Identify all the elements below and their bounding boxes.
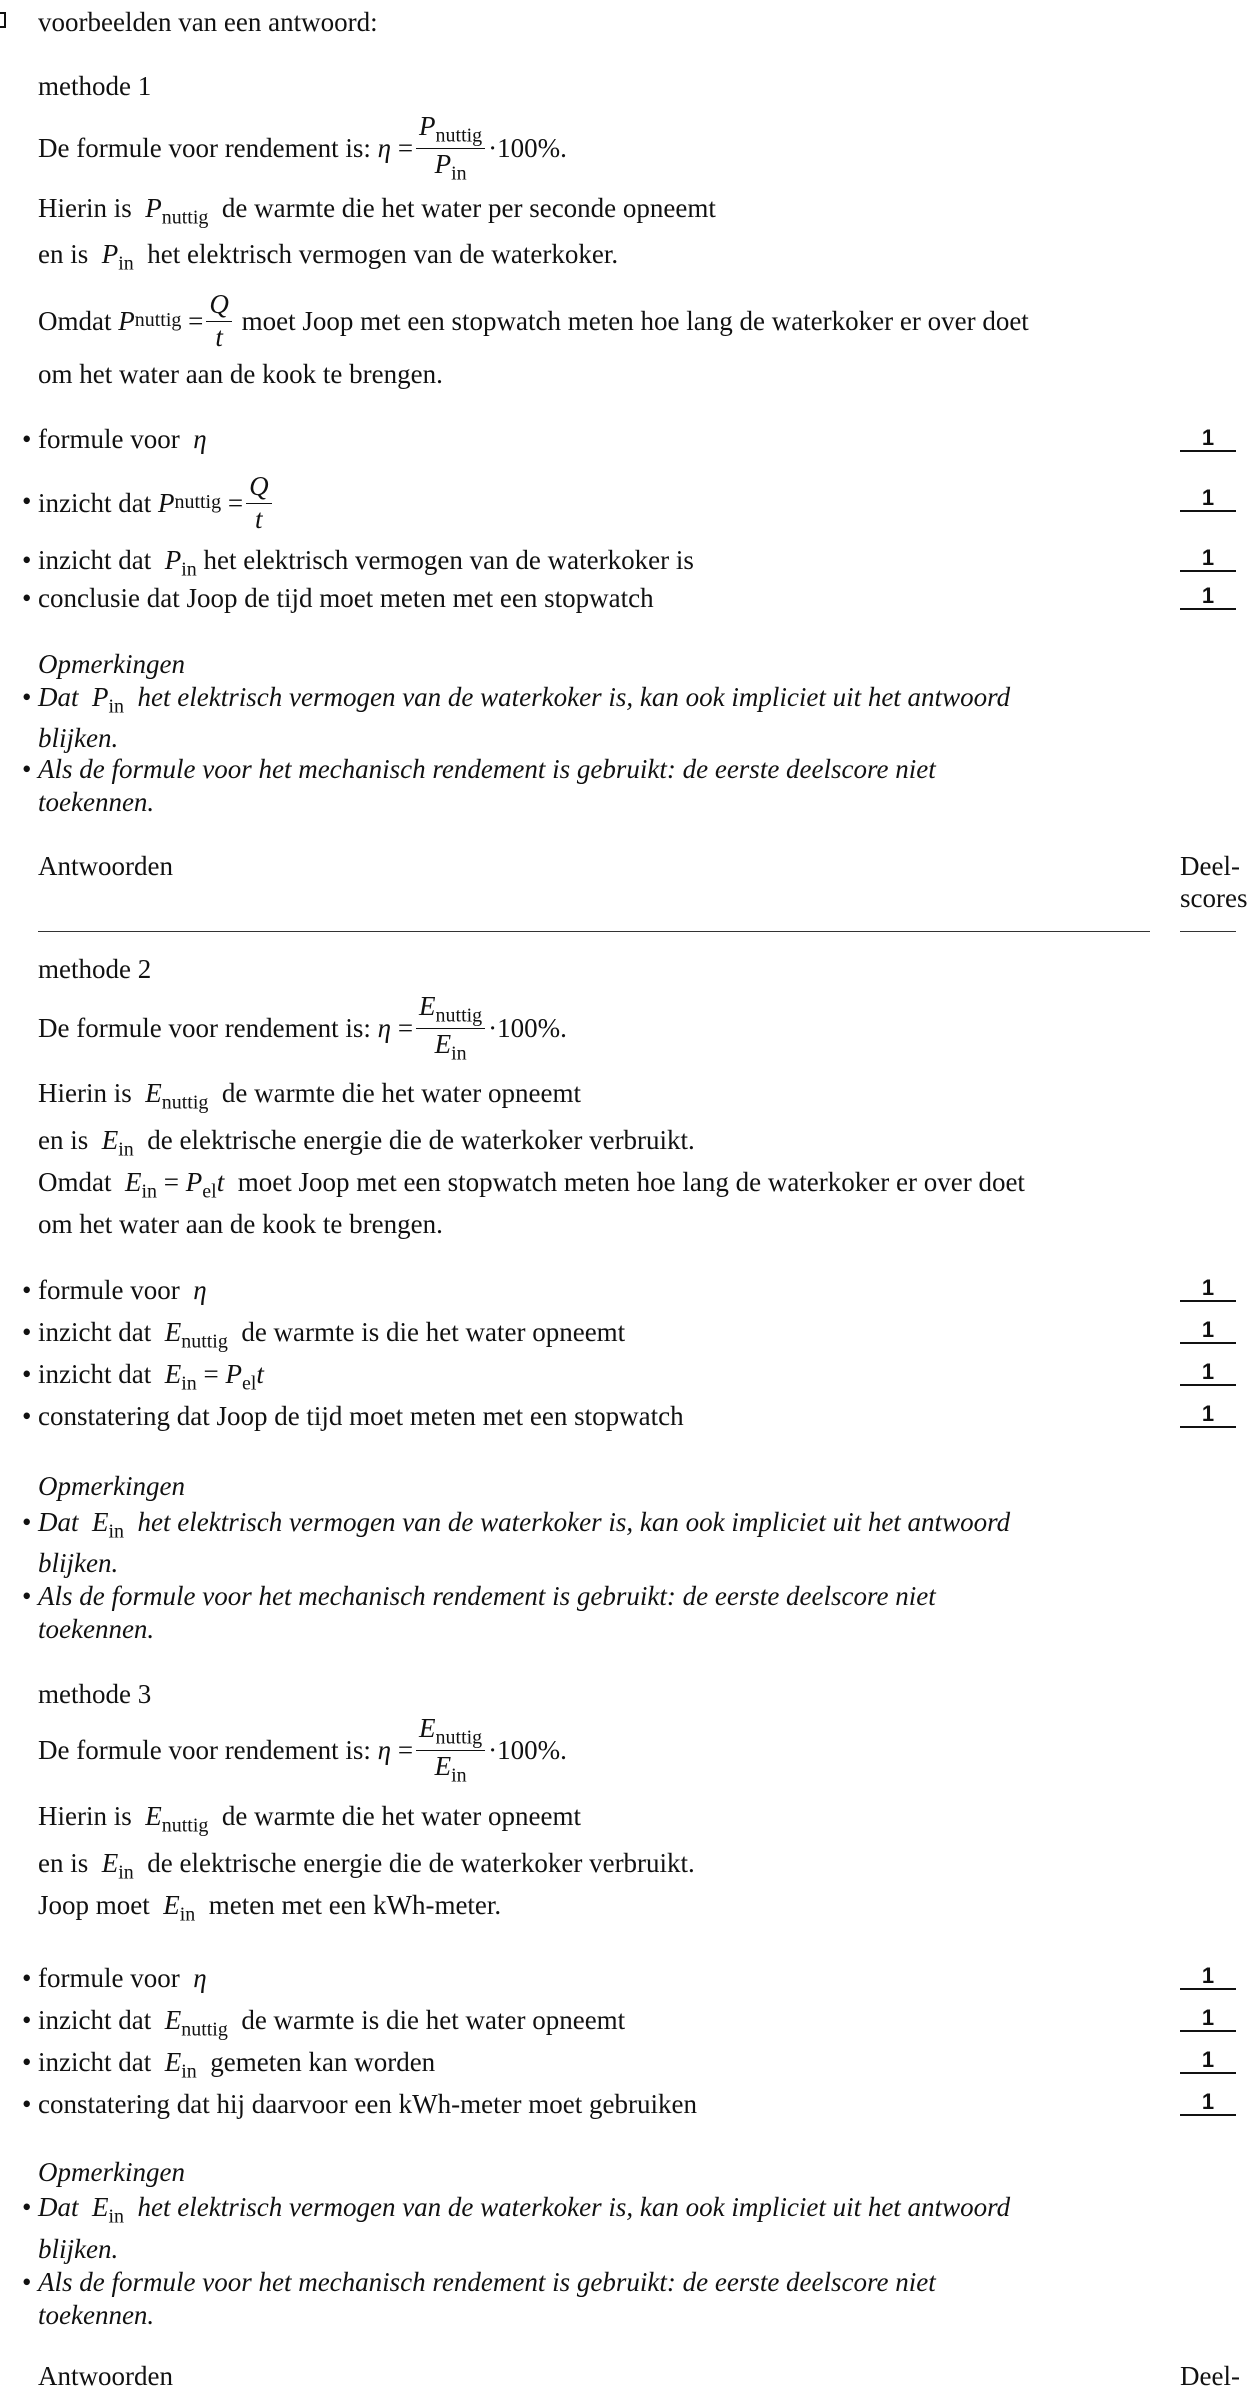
methode2-omdat <box>38 1166 1025 1204</box>
e-symbol: E <box>164 1317 182 1347</box>
methode2-formula-line <box>38 988 567 1068</box>
text: Omdat <box>38 305 112 336</box>
t-symbol: t <box>216 1167 225 1197</box>
bullet: • <box>22 2267 32 2297</box>
e-symbol: E <box>164 1359 182 1389</box>
m2-criterion-1 <box>38 1274 207 1306</box>
bullet: • <box>22 424 32 454</box>
formula-lead: De formule voor rendement is: <box>38 1734 371 1765</box>
subscript-in: in <box>141 1180 158 1203</box>
methode2-title: methode 2 <box>38 954 152 984</box>
score-3: 1 <box>1180 546 1236 572</box>
equals-sign: = <box>397 132 414 163</box>
methode3-hierin <box>38 1800 581 1838</box>
m2-criterion-3 <box>38 1358 264 1396</box>
subscript-in: in <box>181 558 197 581</box>
subscript-nuttig: nuttig <box>435 124 483 147</box>
t-symbol: t <box>255 503 263 534</box>
text: het elektrisch vermogen van de waterkoker. <box>147 239 619 269</box>
equals-sign: = <box>227 487 244 518</box>
methode1-line-end: om het water aan de kook te brengen. <box>38 359 443 389</box>
m3-criterion-4: constatering dat hij daarvoor een kWh-meter moet gebruiken <box>38 2089 697 2119</box>
subscript-nuttig: nuttig <box>161 1091 209 1114</box>
text: inzicht dat <box>38 2005 152 2035</box>
methode1-title: methode 1 <box>38 71 152 101</box>
eta-symbol: η <box>377 132 392 163</box>
text: scores <box>1180 883 1247 914</box>
subscript-nuttig: nuttig <box>174 491 222 514</box>
methode3-en-is <box>38 1847 695 1885</box>
text: inzicht dat <box>38 2047 152 2077</box>
subscript-in: in <box>108 1520 125 1543</box>
p-symbol: P <box>185 1167 203 1197</box>
score-1: 1 <box>1180 426 1236 452</box>
m2-opmerking-2-cont: toekennen. <box>38 1614 155 1644</box>
p-symbol: P <box>419 111 436 142</box>
score-4: 1 <box>1180 584 1236 610</box>
text: Deel- <box>1180 851 1240 881</box>
text: de warmte is die het water opneemt <box>241 2005 626 2035</box>
p-symbol: P <box>92 682 109 712</box>
header-rule <box>38 931 1150 932</box>
text: gemeten kan worden <box>210 2047 436 2077</box>
text: Joop moet <box>38 1890 150 1920</box>
m2-opmerking-2: Als de formule voor het mechanisch rendement is gebruikt: de eerste deelscore niet <box>38 1581 936 1611</box>
text: de elektrische energie die de waterkoker verbruikt. <box>147 1848 695 1878</box>
bullet: • <box>22 1401 32 1431</box>
q-symbol: Q <box>206 289 232 321</box>
eta-symbol: η <box>377 1734 392 1765</box>
subscript-in: in <box>108 2205 125 2228</box>
bullet: • <box>22 1275 32 1305</box>
text: formule voor <box>38 1275 180 1305</box>
header-rule-right <box>1180 931 1236 932</box>
subscript-nuttig: nuttig <box>181 1330 228 1353</box>
deelscores-header <box>1180 850 1247 915</box>
subscript-nuttig: nuttig <box>134 309 182 332</box>
m2-opmerking-1 <box>38 1506 1010 1544</box>
e-symbol: E <box>164 2047 182 2077</box>
text: Hierin is <box>38 193 132 223</box>
bullet: • <box>22 2192 32 2222</box>
p-symbol: P <box>164 545 182 575</box>
text: moet Joop met een stopwatch meten hoe lang de waterkoker er over doet <box>237 1167 1025 1197</box>
equals-sign: = <box>203 1359 219 1389</box>
eta-symbol: η <box>377 1012 392 1043</box>
bullet: • <box>22 1507 32 1537</box>
score-1: 1 <box>1180 1964 1236 1990</box>
t-symbol: t <box>256 1359 264 1389</box>
bullet: • <box>22 1581 32 1611</box>
methode1-omdat <box>38 282 1029 360</box>
antwoorden-header-bottom: Antwoorden <box>38 2361 173 2391</box>
m3-opmerking-2: Als de formule voor het mechanisch rendement is gebruikt: de eerste deelscore niet <box>38 2267 936 2297</box>
deelscores-header-bottom: Deel- <box>1180 2361 1240 2391</box>
methode3-formula-line <box>38 1710 567 1790</box>
score-2: 1 <box>1180 486 1236 512</box>
score-3: 1 <box>1180 1360 1236 1386</box>
p-symbol: P <box>157 487 175 518</box>
subscript-nuttig: nuttig <box>435 1726 483 1749</box>
subscript-in: in <box>108 695 125 718</box>
intro-text: voorbeelden van een antwoord: <box>38 7 378 37</box>
bullet: • <box>22 1359 32 1389</box>
e-symbol: E <box>434 1750 452 1781</box>
e-symbol: E <box>164 2005 182 2035</box>
score-1: 1 <box>1180 1276 1236 1302</box>
text: Dat <box>38 2192 79 2222</box>
m1-opmerking-2: Als de formule voor het mechanisch rendement is gebruikt: de eerste deelscore niet <box>38 754 936 784</box>
subscript-nuttig: nuttig <box>161 1814 209 1837</box>
subscript-in: in <box>451 161 467 184</box>
methode1-hierin <box>38 192 716 230</box>
subscript-nuttig: nuttig <box>161 206 209 229</box>
m1-criterion-1 <box>38 423 207 455</box>
text: inzicht dat <box>38 545 152 575</box>
antwoorden-header: Antwoorden <box>38 851 173 881</box>
text: het elektrisch vermogen van de waterkoker is <box>203 545 694 575</box>
efficiency-fraction <box>416 991 485 1065</box>
equals-sign: = <box>163 1167 180 1197</box>
eta-symbol: η <box>193 1275 207 1305</box>
text: de warmte die het water per seconde opneemt <box>221 193 716 223</box>
p-symbol: P <box>145 193 162 223</box>
text: de warmte is die het water opneemt <box>241 1317 626 1347</box>
bullet: • <box>22 2047 32 2077</box>
bullet: • <box>22 486 32 516</box>
text: het elektrisch vermogen van de waterkoker is, kan ook impliciet uit het antwoord <box>137 2192 1011 2222</box>
text: de warmte die het water opneemt <box>221 1801 581 1831</box>
text: inzicht dat <box>38 1317 152 1347</box>
text: Dat <box>38 682 79 712</box>
text: de elektrische energie die de waterkoker verbruikt. <box>147 1125 695 1155</box>
methode1-en-is <box>38 238 618 276</box>
times-100-percent: ·100%. <box>488 1012 567 1043</box>
m2-criterion-2 <box>38 1316 625 1354</box>
methode3-joop <box>38 1889 501 1927</box>
text: formule voor <box>38 1963 180 1993</box>
text: Hierin is <box>38 1078 132 1108</box>
efficiency-fraction <box>416 111 485 185</box>
m1-criterion-3 <box>38 544 694 582</box>
e-symbol: E <box>125 1167 142 1197</box>
m2-criterion-4: constatering dat Joop de tijd moet meten met een stopwatch <box>38 1401 684 1431</box>
score-4: 1 <box>1180 1402 1236 1428</box>
eta-symbol: η <box>193 424 207 454</box>
e-symbol: E <box>434 1028 452 1059</box>
m3-opmerking-1 <box>38 2191 1010 2229</box>
text: inzicht dat <box>38 487 152 518</box>
subscript-el: el <box>202 1180 217 1203</box>
m1-criterion-2 <box>38 465 275 541</box>
e-symbol: E <box>419 991 436 1022</box>
equals-sign: = <box>397 1734 414 1765</box>
text: meten met een kWh-meter. <box>208 1890 502 1920</box>
efficiency-fraction <box>416 1713 485 1787</box>
text: het elektrisch vermogen van de waterkoker is, kan ook impliciet uit het antwoord <box>137 682 1011 712</box>
bullet: • <box>22 583 32 613</box>
text: Hierin is <box>38 1801 132 1831</box>
checkbox-icon <box>0 12 6 28</box>
text: Omdat <box>38 1167 112 1197</box>
text: formule voor <box>38 424 180 454</box>
times-100-percent: ·100%. <box>488 1734 567 1765</box>
bullet: • <box>22 1317 32 1347</box>
methode2-en-is <box>38 1124 695 1162</box>
p-symbol: P <box>225 1359 242 1389</box>
subscript-el: el <box>242 1372 257 1395</box>
score-3: 1 <box>1180 2048 1236 2074</box>
e-symbol: E <box>101 1125 119 1155</box>
text: en is <box>38 1848 89 1878</box>
text: het elektrisch vermogen van de waterkoker is, kan ook impliciet uit het antwoord <box>137 1507 1011 1537</box>
subscript-in: in <box>451 1041 467 1064</box>
opmerkingen-heading: Opmerkingen <box>38 2157 185 2187</box>
eta-symbol: η <box>193 1963 207 1993</box>
text: de warmte die het water opneemt <box>221 1078 581 1108</box>
subscript-in: in <box>451 1763 467 1786</box>
e-symbol: E <box>145 1078 162 1108</box>
q-symbol: Q <box>246 471 272 503</box>
subscript-in: in <box>118 1861 134 1884</box>
m2-opmerking-1-cont: blijken. <box>38 1548 119 1578</box>
m1-opmerking-1-cont: blijken. <box>38 723 119 753</box>
subscript-in: in <box>179 1903 196 1926</box>
m3-opmerking-2-cont: toekennen. <box>38 2300 155 2330</box>
m3-criterion-3 <box>38 2046 435 2084</box>
equals-sign: = <box>188 305 204 336</box>
e-symbol: E <box>92 2192 109 2222</box>
q-over-t-fraction <box>206 289 232 352</box>
opmerkingen-heading: Opmerkingen <box>38 649 185 679</box>
p-symbol: P <box>101 239 119 269</box>
methode1-formula-line <box>38 108 567 188</box>
subscript-in: in <box>181 1372 197 1395</box>
e-symbol: E <box>101 1848 119 1878</box>
methode2-hierin <box>38 1077 581 1115</box>
bullet: • <box>22 2005 32 2035</box>
m3-criterion-1 <box>38 1962 207 1994</box>
subscript-nuttig: nuttig <box>181 2018 228 2041</box>
subscript-in: in <box>181 2060 197 2083</box>
subscript-in: in <box>118 252 134 275</box>
bullet: • <box>22 682 32 712</box>
opmerkingen-heading: Opmerkingen <box>38 1471 185 1501</box>
text: moet Joop met een stopwatch meten hoe lang de waterkoker er over doet <box>241 305 1029 336</box>
m3-criterion-2 <box>38 2004 625 2042</box>
e-symbol: E <box>419 1713 436 1744</box>
e-symbol: E <box>92 1507 109 1537</box>
m3-opmerking-1-cont: blijken. <box>38 2234 119 2264</box>
e-symbol: E <box>145 1801 162 1831</box>
e-symbol: E <box>163 1890 180 1920</box>
m1-opmerking-2-cont: toekennen. <box>38 787 155 817</box>
p-symbol: P <box>434 148 452 179</box>
equals-sign: = <box>397 1012 414 1043</box>
score-4: 1 <box>1180 2090 1236 2116</box>
text: Dat <box>38 1507 79 1537</box>
q-over-t-fraction <box>246 471 272 534</box>
methode2-line-end: om het water aan de kook te brengen. <box>38 1209 443 1239</box>
bullet: • <box>22 2089 32 2119</box>
bullet: • <box>22 545 32 575</box>
text: inzicht dat <box>38 1359 152 1389</box>
bullet: • <box>22 754 32 784</box>
text: en is <box>38 1125 89 1155</box>
formula-lead: De formule voor rendement is: <box>38 1012 371 1043</box>
formula-lead: De formule voor rendement is: <box>38 132 371 163</box>
m1-criterion-4: conclusie dat Joop de tijd moet meten met een stopwatch <box>38 583 654 613</box>
p-symbol: P <box>118 305 135 336</box>
m1-opmerking-1 <box>38 681 1010 719</box>
times-100-percent: ·100%. <box>488 132 567 163</box>
subscript-in: in <box>118 1138 134 1161</box>
score-2: 1 <box>1180 2006 1236 2032</box>
subscript-nuttig: nuttig <box>435 1004 483 1027</box>
text: en is <box>38 239 89 269</box>
methode3-title: methode 3 <box>38 1679 152 1709</box>
bullet: • <box>22 1963 32 1993</box>
score-2: 1 <box>1180 1318 1236 1344</box>
t-symbol: t <box>215 321 223 352</box>
